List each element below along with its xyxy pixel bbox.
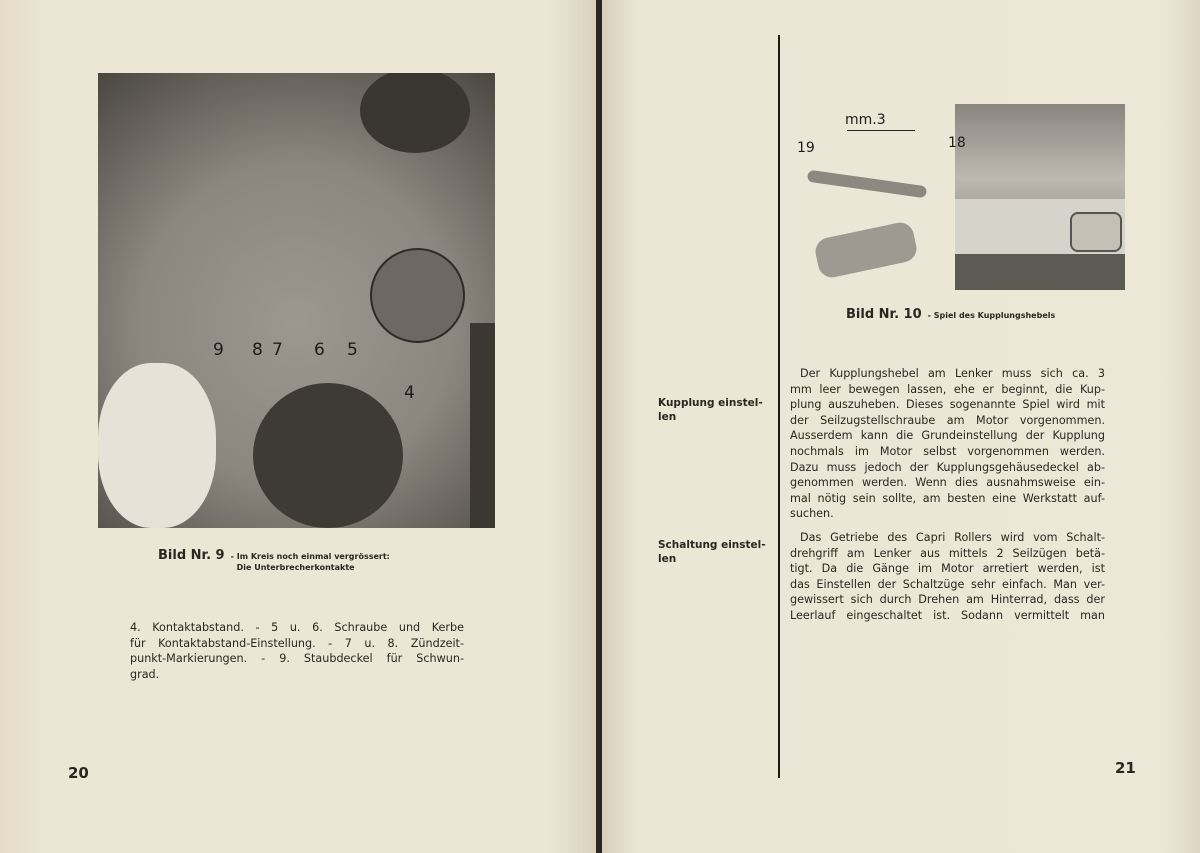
caption-title: Bild Nr. 9 xyxy=(158,548,225,563)
page-number: 20 xyxy=(68,764,89,782)
flywheel-shape xyxy=(253,383,403,528)
figure-9-caption xyxy=(158,548,390,573)
body-shadow xyxy=(955,254,1125,290)
fig10-label-gap: mm.3 xyxy=(845,112,886,128)
dimension-line xyxy=(847,130,915,131)
text-line: nochmals im Motor selbst vorgenommen werden. xyxy=(790,444,1105,458)
text-line: drehgriff am Lenker aus mittels 2 Seilzügen betä- xyxy=(790,546,1105,560)
edge-shadow xyxy=(470,323,495,528)
text-line: plung auszuheben. Dieses sogenannte Spiel wird mit xyxy=(790,398,1105,412)
legend-line: grad. xyxy=(130,667,160,681)
fig9-label-7: 7 xyxy=(272,340,283,360)
text-line: mm leer bewegen lassen, ehe er beginnt, die Kup- xyxy=(790,382,1105,396)
text-line: suchen. xyxy=(790,507,834,521)
figure-10-caption xyxy=(846,307,1055,322)
right-page xyxy=(602,0,1200,853)
fig10-label-19: 19 xyxy=(797,140,815,156)
side-heading-kupplung xyxy=(658,396,763,424)
figure-9-photo xyxy=(98,73,495,528)
margin-rule xyxy=(778,35,780,778)
fig9-label-6: 6 xyxy=(314,340,325,360)
fig9-label-8: 8 xyxy=(252,340,263,360)
page-number: 21 xyxy=(1115,759,1136,777)
caption-line: Die Unterbrecherkontakte xyxy=(236,563,355,572)
fig9-label-9: 9 xyxy=(213,340,224,360)
speedometer-shape xyxy=(1070,212,1122,252)
caption-sub: - Spiel des Kupplungshebels xyxy=(927,311,1056,320)
text-line: das Einstellen der Schaltzüge sehr einfach. Man ver- xyxy=(790,577,1105,591)
text-line: der Seilzugstellschraube am Motor vorgenommen. xyxy=(790,413,1105,427)
caption-line: - Im Kreis noch einmal vergrössert: xyxy=(230,552,390,561)
clutch-lever-shape xyxy=(807,170,928,199)
figure-9-legend xyxy=(130,620,464,682)
text-line: Leerlauf eingeschaltet ist. Sodann vermittelt man xyxy=(790,608,1105,622)
fig9-label-5: 5 xyxy=(347,340,358,360)
heading-line: len xyxy=(658,411,677,423)
text-line: Ausserdem kann die Grundeinstellung der Kupplung xyxy=(790,429,1105,443)
text-line: gewissert sich durch Drehen am Hinterrad, dass der xyxy=(790,593,1105,607)
text-line: tigt. Da die Gänge im Motor arretiert werden, ist xyxy=(790,562,1105,576)
fig9-label-4: 4 xyxy=(404,383,415,403)
contact-circle xyxy=(370,248,465,343)
text-line: mal nötig sein sollte, am besten eine Werkstatt auf- xyxy=(790,491,1105,505)
text-line: genommen werden. Wenn dies ausnahmsweise ein- xyxy=(790,476,1105,490)
heading-line: Kupplung einstel- xyxy=(658,397,763,409)
legend-line: für Kontaktabstand-Einstellung. - 7 u. 8. Zündzeit- xyxy=(130,636,464,650)
figure-10-photo xyxy=(955,104,1125,290)
section-kupplung-text xyxy=(790,366,1105,522)
text-line: Der Kupplungshebel am Lenker muss sich ca. 3 xyxy=(800,367,1105,380)
heading-line: Schaltung einstel- xyxy=(658,539,766,551)
section-schaltung-text xyxy=(790,530,1105,624)
side-heading-schaltung xyxy=(658,538,766,566)
fig10-label-18: 18 xyxy=(948,135,966,151)
text-line: Dazu muss jedoch der Kupplungsgehäusedeckel ab- xyxy=(790,460,1105,474)
grip-shape xyxy=(813,220,919,280)
text-line: Das Getriebe des Capri Rollers wird vom Schalt- xyxy=(800,531,1105,544)
left-page xyxy=(0,0,596,853)
legend-line: 4. Kontaktabstand. - 5 u. 6. Schraube und Kerbe xyxy=(130,621,464,634)
heading-line: len xyxy=(658,553,677,565)
dust-cover-shape xyxy=(98,363,216,528)
caption-title: Bild Nr. 10 xyxy=(846,307,922,322)
legend-line: punkt-Markierungen. - 9. Staubdeckel für Schwun- xyxy=(130,652,464,666)
handle-shape xyxy=(360,73,470,153)
